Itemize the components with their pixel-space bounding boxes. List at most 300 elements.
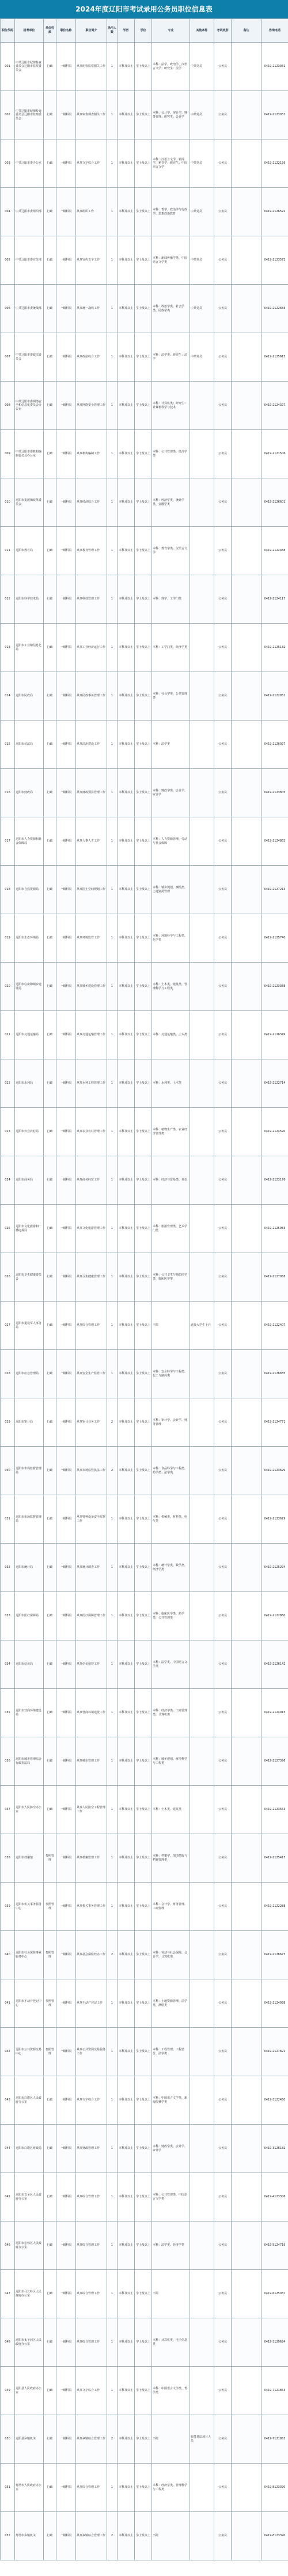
table-cell: 辽阳市文化旅游和广播电视局 <box>15 1205 44 1253</box>
table-cell: 024 <box>1 1156 15 1205</box>
table-body <box>1 43 288 2560</box>
table-cell: 本科：食品科学与工程类、药学类、法学类 <box>152 1447 190 1495</box>
table-cell: 1 <box>107 1495 118 1544</box>
table-cell: 1 <box>107 624 118 672</box>
header-row <box>1 19 288 43</box>
table-cell: 参照管理 <box>44 1883 56 1931</box>
table-cell: 辽阳市住房和城乡建设局 <box>15 963 44 1011</box>
table-cell: 本科及以上 <box>118 769 135 817</box>
table-cell: 001 <box>1 43 15 91</box>
table-cell: 公务员 <box>214 1544 232 1592</box>
table-cell: 学士及以上 <box>135 2367 152 2415</box>
table-cell <box>190 1011 214 1059</box>
table-cell: 本科及以上 <box>118 2512 135 2560</box>
table-cell: 本科及以上 <box>118 1592 135 1640</box>
table-cell <box>232 672 262 721</box>
table-cell: 行政 <box>44 478 56 527</box>
table-cell: 0419-2123176 <box>262 1156 288 1205</box>
table-row <box>1 624 288 672</box>
column-header: 咨询电话 <box>262 19 288 43</box>
table-cell <box>190 1350 214 1398</box>
table-cell: 行政 <box>44 1350 56 1398</box>
table-row <box>1 2367 288 2415</box>
table-cell: 学士及以上 <box>135 1108 152 1156</box>
table-cell: 辽阳市商务局 <box>15 1156 44 1205</box>
table-cell: 辽阳市水利局 <box>15 1059 44 1108</box>
table-cell: 学士及以上 <box>135 285 152 333</box>
table-cell: 本科：新闻传播学类、中国语言文学类 <box>152 236 190 285</box>
table-cell: 学士及以上 <box>135 1205 152 1253</box>
table-cell <box>232 1883 262 1931</box>
table-cell: 辽阳市白塔区财政局 <box>15 2125 44 2173</box>
table-cell: 本科及以上 <box>118 478 135 527</box>
table-cell: 一级科员 <box>56 2415 76 2464</box>
table-cell: 从事经济综合工作 <box>76 478 107 527</box>
table-cell <box>232 963 262 1011</box>
table-row <box>1 2512 288 2560</box>
table-cell: 中共党员 <box>190 333 214 382</box>
table-cell: 038 <box>1 1834 15 1883</box>
table-cell: 0419-2123805 <box>262 769 288 817</box>
table-cell: 本科及以上 <box>118 866 135 914</box>
table-cell <box>232 1398 262 1447</box>
table-cell: 辽阳市机关事务服务中心 <box>15 1883 44 1931</box>
table-cell: 0419-2124862 <box>262 817 288 866</box>
table-cell: 学士及以上 <box>135 527 152 575</box>
table-cell: 学士及以上 <box>135 1447 152 1495</box>
table-cell: 1 <box>107 236 118 285</box>
table-cell: 行政 <box>44 769 56 817</box>
table-row <box>1 2270 288 2318</box>
table-cell: 002 <box>1 91 15 139</box>
table-cell: 辽阳市弓长岭区人民政府办公室 <box>15 2270 44 2318</box>
table-cell <box>232 1059 262 1108</box>
table-cell: 行政 <box>44 2464 56 2512</box>
table-cell: 公务员 <box>214 1108 232 1156</box>
table-cell: 从事国土空间规划工作 <box>76 866 107 914</box>
table-cell: 010 <box>1 478 15 527</box>
table-cell: 本科：公共管理类、中国语言文学类 <box>152 2173 190 2222</box>
table-cell: 不限 <box>152 2415 190 2464</box>
table-cell: 1 <box>107 1108 118 1156</box>
table-cell: 行政 <box>44 817 56 866</box>
table-cell <box>232 2222 262 2270</box>
table-cell: 本科及以上 <box>118 2222 135 2270</box>
table-cell: 行政 <box>44 139 56 188</box>
table-cell: 012 <box>1 575 15 624</box>
table-cell: 行政 <box>44 1205 56 1253</box>
table-cell: 公务员 <box>214 2125 232 2173</box>
table-cell: 本科及以上 <box>118 527 135 575</box>
column-header: 备注 <box>232 19 262 43</box>
table-cell: 本科及以上 <box>118 914 135 963</box>
table-row <box>1 914 288 963</box>
table-cell: 1 <box>107 2318 118 2367</box>
table-cell: 031 <box>1 1495 15 1544</box>
table-cell: 中共辽阳市委统战部 <box>15 285 44 333</box>
table-cell: 028 <box>1 1350 15 1398</box>
table-cell: 参照管理 <box>44 1979 56 2028</box>
table-cell: 1 <box>107 2028 118 2076</box>
table-cell: 中共辽阳市纪律检查委员会辽阳市监察委员会 <box>15 91 44 139</box>
table-cell: 学士及以上 <box>135 1737 152 1786</box>
table-cell: 中共辽阳市委宣传部 <box>15 236 44 285</box>
table-cell: 006 <box>1 285 15 333</box>
table-cell: 本科及以上 <box>118 1302 135 1350</box>
table-cell: 行政 <box>44 672 56 721</box>
table-cell: 从事统计调查工作 <box>76 1544 107 1592</box>
table-cell <box>232 2464 262 2512</box>
table-cell: 学士及以上 <box>135 2125 152 2173</box>
table-cell: 0419-2126142 <box>262 1640 288 1689</box>
table-cell: 行政 <box>44 2173 56 2222</box>
table-cell <box>232 2028 262 2076</box>
table-cell: 一级科员 <box>56 1979 76 2028</box>
table-cell: 1 <box>107 575 118 624</box>
table-cell: 1 <box>107 1350 118 1398</box>
table-cell: 行政 <box>44 1156 56 1205</box>
table-cell <box>232 139 262 188</box>
table-cell <box>190 2270 214 2318</box>
table-row <box>1 866 288 914</box>
table-cell <box>190 817 214 866</box>
table-cell: 037 <box>1 1786 15 1834</box>
table-cell: 行政 <box>44 333 56 382</box>
table-cell: 030 <box>1 1447 15 1495</box>
table-cell: 0419-2125294 <box>262 1544 288 1592</box>
table-cell: 本科及以上 <box>118 1737 135 1786</box>
table-cell: 045 <box>1 2173 15 2222</box>
table-cell: 学士及以上 <box>135 2464 152 2512</box>
table-cell: 公务员 <box>214 817 232 866</box>
table-cell: 013 <box>1 624 15 672</box>
table-cell: 0419-3129624 <box>262 2318 288 2367</box>
table-cell <box>190 1834 214 1883</box>
table-cell: 辽阳市文圣区人民政府办公室 <box>15 2173 44 2222</box>
table-cell: 1 <box>107 1253 118 1302</box>
table-cell: 本科及以上 <box>118 382 135 430</box>
table-cell: 从事财政管理工作 <box>76 2125 107 2173</box>
table-cell: 学士及以上 <box>135 1253 152 1302</box>
table-cell: 公务员 <box>214 2512 232 2560</box>
table-cell: 退役大学生士兵 <box>190 1302 214 1350</box>
table-cell <box>232 1108 262 1156</box>
column-header: 学位 <box>135 19 152 43</box>
table-cell: 0419-2125615 <box>262 333 288 382</box>
table-cell: 公务员 <box>214 1011 232 1059</box>
table-cell: 本科及以上 <box>118 817 135 866</box>
table-cell: 公务员 <box>214 1640 232 1689</box>
table-cell: 004 <box>1 188 15 236</box>
table-cell: 本科：土地资源管理、法学类、测绘类 <box>152 1979 190 2028</box>
table-cell: 1 <box>107 478 118 527</box>
table-cell: 学士及以上 <box>135 1156 152 1205</box>
table-cell: 034 <box>1 1640 15 1689</box>
table-cell: 从事财政预算管理工作 <box>76 769 107 817</box>
table-cell: 本科及以上 <box>118 1979 135 2028</box>
table-cell: 1 <box>107 2270 118 2318</box>
table-cell: 学士及以上 <box>135 2415 152 2464</box>
table-row <box>1 963 288 1011</box>
table-cell: 一级科员 <box>56 2125 76 2173</box>
table-cell: 学士及以上 <box>135 963 152 1011</box>
table-row <box>1 672 288 721</box>
table-cell: 1 <box>107 866 118 914</box>
table-cell: 本科：中国语言文学类、新闻传播学类 <box>152 2076 190 2125</box>
table-cell: 1 <box>107 769 118 817</box>
table-cell <box>232 1205 262 1253</box>
table-cell: 公务员 <box>214 2318 232 2367</box>
table-cell: 行政 <box>44 1302 56 1350</box>
table-cell: 本科：经济学类、管理科学与工程类 <box>152 2464 190 2512</box>
table-cell: 从事医疗保障管理工作 <box>76 1592 107 1640</box>
table-cell: 029 <box>1 1398 15 1447</box>
table-cell: 一级科员 <box>56 769 76 817</box>
table-cell: 一级科员 <box>56 2028 76 2076</box>
table-cell: 本科：社会学类、公共管理类 <box>152 672 190 721</box>
table-cell: 公务员 <box>214 188 232 236</box>
table-cell: 从事机构编制工作 <box>76 430 107 478</box>
column-header: 职位代码 <box>1 19 15 43</box>
table-cell: 035 <box>1 1689 15 1737</box>
table-cell: 从事营商环境建设工作 <box>76 1689 107 1737</box>
table-cell: 辽阳市司法局 <box>15 721 44 769</box>
table-cell: 参照管理 <box>44 1834 56 1883</box>
table-cell: 本科及以上 <box>118 1059 135 1108</box>
table-cell <box>232 91 262 139</box>
table-cell: 本科：交通运输类、土木类 <box>152 1011 190 1059</box>
table-cell: 公务员 <box>214 43 232 91</box>
table-cell: 学士及以上 <box>135 2270 152 2318</box>
table-cell <box>232 430 262 478</box>
table-cell: 一级科员 <box>56 1495 76 1544</box>
table-cell <box>232 527 262 575</box>
table-cell: 一级科员 <box>56 2222 76 2270</box>
table-cell: 辽阳市工业和信息化局 <box>15 624 44 672</box>
table-cell: 中共辽阳市委政法委员会 <box>15 333 44 382</box>
table-cell: 0419-2126835 <box>262 1350 288 1398</box>
table-cell: 从事公共资源交易服务工作 <box>76 2028 107 2076</box>
table-cell: 从事综合管理工作 <box>76 2464 107 2512</box>
table-cell: 行政 <box>44 1786 56 1834</box>
table-cell <box>232 2367 262 2415</box>
table-cell: 辽阳市民政局 <box>15 672 44 721</box>
table-cell: 本科及以上 <box>118 236 135 285</box>
table-cell: 1 <box>107 2173 118 2222</box>
table-cell: 一级科员 <box>56 1059 76 1108</box>
table-cell: 公务员 <box>214 285 232 333</box>
table-cell: 辽阳市不动产登记中心 <box>15 1979 44 2028</box>
table-cell: 辽阳市农业农村局 <box>15 1108 44 1156</box>
table-cell: 学士及以上 <box>135 721 152 769</box>
table-cell: 1 <box>107 382 118 430</box>
table-cell: 本科：法学类；研究生：法学 <box>152 333 190 382</box>
table-cell: 本科及以上 <box>118 1398 135 1447</box>
table-row <box>1 1495 288 1544</box>
table-cell <box>190 1979 214 2028</box>
table-cell: 1 <box>107 817 118 866</box>
table-cell: 本科：工学门类、经济学类 <box>152 624 190 672</box>
table-cell <box>190 1108 214 1156</box>
table-cell <box>190 2028 214 2076</box>
table-cell: 一级科员 <box>56 1302 76 1350</box>
table-cell <box>232 188 262 236</box>
table-cell: 本科及以上 <box>118 721 135 769</box>
table-cell: 从事人民防空工程管理工作 <box>76 1786 107 1834</box>
table-cell: 1 <box>107 2076 118 2125</box>
table-row <box>1 1398 288 1447</box>
table-cell: 中共党员 <box>190 285 214 333</box>
table-cell <box>232 333 262 382</box>
table-cell: 011 <box>1 527 15 575</box>
table-cell: 本科：旅游管理类、艺术学门类 <box>152 1205 190 1253</box>
table-cell: 学士及以上 <box>135 236 152 285</box>
table-cell <box>190 2076 214 2125</box>
table-cell: 辽阳县人民政府办公室 <box>15 2367 44 2415</box>
table-row <box>1 1979 288 2028</box>
table-cell: 学士及以上 <box>135 1495 152 1544</box>
table-cell <box>232 2270 262 2318</box>
table-cell: 行政 <box>44 1253 56 1302</box>
table-cell: 0419-2126349 <box>262 1011 288 1059</box>
table-cell <box>190 2222 214 2270</box>
table-cell: 辽阳县乡镇机关 <box>15 2415 44 2464</box>
table-cell: 本科：安全科学与工程类、化工与制药类 <box>152 1350 190 1398</box>
table-cell: 辽阳市营商环境建设局 <box>15 1689 44 1737</box>
table-cell: 0419-7121853 <box>262 2415 288 2464</box>
table-cell: 公务员 <box>214 430 232 478</box>
table-cell: 行政 <box>44 43 56 91</box>
table-cell: 公务员 <box>214 2415 232 2464</box>
table-cell: 公务员 <box>214 1979 232 2028</box>
table-cell: 从事统一战线工作 <box>76 285 107 333</box>
table-cell: 公务员 <box>214 527 232 575</box>
table-cell: 不限 <box>152 2512 190 2560</box>
table-cell <box>190 2367 214 2415</box>
table-cell <box>190 1737 214 1786</box>
table-cell: 从事政法综合工作 <box>76 333 107 382</box>
table-cell: 本科及以上 <box>118 285 135 333</box>
table-cell <box>190 1592 214 1640</box>
table-cell: 中共辽阳市委机构编制委员会办公室 <box>15 430 44 478</box>
table-cell: 1 <box>107 963 118 1011</box>
table-cell: 行政 <box>44 188 56 236</box>
table-cell <box>190 1689 214 1737</box>
table-cell: 辽阳市应急管理局 <box>15 1350 44 1398</box>
table-cell: 本科及以上 <box>118 1011 135 1059</box>
table-row <box>1 430 288 478</box>
table-cell: 本科：档案学、图书情报与档案管理类 <box>152 1834 190 1883</box>
table-row <box>1 1786 288 1834</box>
table-cell: 本科：城乡规划、测绘类、土地资源管理 <box>152 866 190 914</box>
table-cell: 辽阳市白塔区人民政府办公室 <box>15 2076 44 2125</box>
table-row <box>1 817 288 866</box>
table-cell: 公务员 <box>214 1834 232 1883</box>
table-cell: 一级科员 <box>56 721 76 769</box>
table-cell: 行政 <box>44 2222 56 2270</box>
table-cell: 从事民政事务管理工作 <box>76 672 107 721</box>
table-cell: 公务员 <box>214 2367 232 2415</box>
table-row <box>1 1640 288 1689</box>
table-cell: 047 <box>1 2270 15 2318</box>
table-cell <box>190 624 214 672</box>
table-cell: 本科：法学、政治学、汉语言文学；研究生：法学 <box>152 43 190 91</box>
table-cell: 辽阳市自然资源局 <box>15 866 44 914</box>
table-cell <box>232 866 262 914</box>
table-cell <box>232 1640 262 1689</box>
table-cell: 辽阳市科学技术局 <box>15 575 44 624</box>
table-cell: 一级科员 <box>56 1640 76 1689</box>
table-cell: 一级科员 <box>56 1253 76 1302</box>
column-header: 录用人数 <box>107 19 118 43</box>
table-cell: 本科及以上 <box>118 575 135 624</box>
table-cell: 从事综合管理工作 <box>76 2173 107 2222</box>
table-cell: 一级科员 <box>56 43 76 91</box>
table-cell: 学士及以上 <box>135 139 152 188</box>
table-cell: 本科：公共卫生与预防医学类、临床医学类 <box>152 1253 190 1302</box>
table-cell: 本科及以上 <box>118 1883 135 1931</box>
table-cell: 公务员 <box>214 1350 232 1398</box>
table-cell: 辽阳市社会保险事业服务中心 <box>15 1931 44 1979</box>
table-cell: 本科及以上 <box>118 1205 135 1253</box>
table-cell: 从事组织工作 <box>76 188 107 236</box>
table-cell: 0419-2127213 <box>262 866 288 914</box>
table-cell: 公务员 <box>214 1737 232 1786</box>
table-cell: 学士及以上 <box>135 624 152 672</box>
table-cell <box>190 1059 214 1108</box>
table-cell <box>190 430 214 478</box>
table-cell: 从事科技管理工作 <box>76 575 107 624</box>
table-cell: 辽阳市市场监督管理局 <box>15 1495 44 1544</box>
table-cell: 一级科员 <box>56 1447 76 1495</box>
table-cell: 1 <box>107 1011 118 1059</box>
table-cell: 0419-2123572 <box>262 236 288 285</box>
table-cell: 学士及以上 <box>135 1883 152 1931</box>
table-cell: 0419-3126182 <box>262 2125 288 2173</box>
table-cell: 公务员 <box>214 91 232 139</box>
table-cell: 本科：财政学类、会计学、审计学 <box>152 2125 190 2173</box>
table-cell: 1 <box>107 1883 118 1931</box>
table-cell: 行政 <box>44 624 56 672</box>
table-cell: 本科：政治学类、社会学类、民族学类 <box>152 285 190 333</box>
table-cell: 中共党员 <box>190 43 214 91</box>
table-cell: 0419-2122156 <box>262 139 288 188</box>
table-cell: 本科及以上 <box>118 1495 135 1544</box>
table-cell: 从事社会保险经办工作 <box>76 1931 107 1979</box>
table-cell: 016 <box>1 769 15 817</box>
table-cell: 学士及以上 <box>135 575 152 624</box>
table-cell: 行政 <box>44 963 56 1011</box>
table-row <box>1 2318 288 2367</box>
table-cell <box>232 43 262 91</box>
table-cell: 0419-2126522 <box>262 188 288 236</box>
table-cell: 本科及以上 <box>118 1689 135 1737</box>
table-row <box>1 1737 288 1786</box>
table-cell: 本科：会计学、财务管理、工商管理 <box>152 1883 190 1931</box>
table-cell: 0419-2124015 <box>262 1689 288 1737</box>
table-cell: 1 <box>107 1737 118 1786</box>
table-cell: 灯塔市乡镇机关 <box>15 2512 44 2560</box>
table-cell: 公务员 <box>214 1398 232 1447</box>
table-cell: 0419-2122860 <box>262 1592 288 1640</box>
document-title: 2024年度辽阳市考试录用公务员职位信息表 <box>0 0 288 18</box>
table-cell: 0419-2123629 <box>262 1495 288 1544</box>
table-cell: 本科：人力资源管理、劳动与社会保障 <box>152 817 190 866</box>
table-cell: 一级科员 <box>56 139 76 188</box>
table-cell: 学士及以上 <box>135 1302 152 1350</box>
table-cell: 1 <box>107 527 118 575</box>
table-cell: 从事乡镇综合管理工作 <box>76 2512 107 2560</box>
